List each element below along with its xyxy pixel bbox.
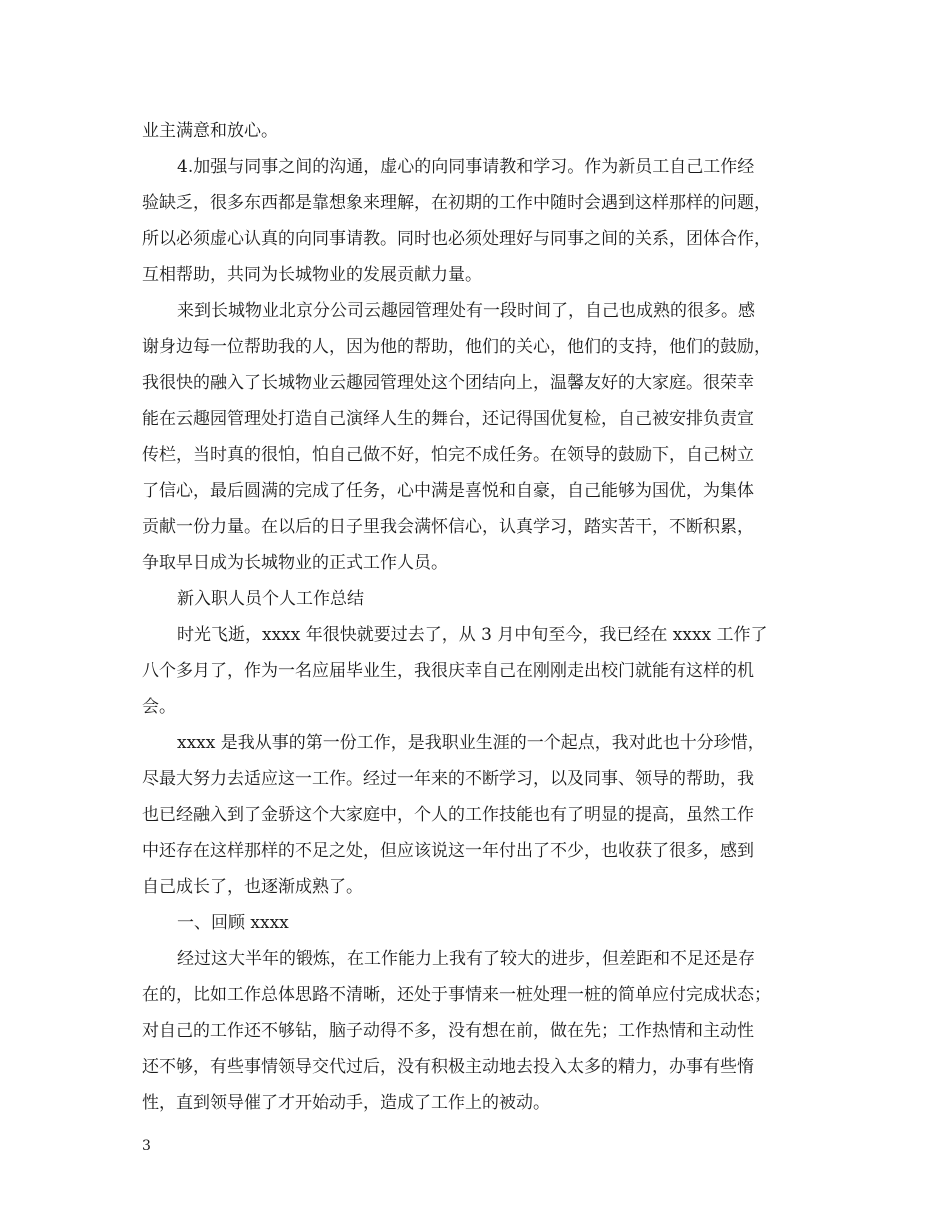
text-line: 也已经融入到了金骄这个大家庭中，个人的工作技能也有了明显的提高，虽然工作	[142, 805, 754, 825]
text-line: 互相帮助，共同为长城物业的发展贡献力量。	[142, 265, 482, 285]
text-line: 业主满意和放心。	[142, 121, 278, 141]
text-line: 中还存在这样那样的不足之处，但应该说这一年付出了不少，也收获了很多，感到	[142, 841, 754, 861]
text-line: 能在云趣园管理处打造自己演绎人生的舞台，还记得国优复检，自己被安排负责宣	[142, 409, 754, 429]
text-line: 了信心，最后圆满的完成了任务，心中满是喜悦和自豪，自己能够为国优，为集体	[142, 481, 754, 501]
text-line: 对自己的工作还不够钻，脑子动得不多，没有想在前，做在先；工作热情和主动性	[142, 1021, 754, 1041]
text-line: 尽最大努力去适应这一工作。经过一年来的不断学习，以及同事、领导的帮助，我	[142, 769, 754, 789]
text-line: 经过这大半年的锻炼，在工作能力上我有了较大的进步，但差距和不足还是存	[177, 949, 755, 969]
text-line: 会。	[142, 697, 176, 717]
text-line: 验缺乏，很多东西都是靠想象来理解，在初期的工作中随时会遇到这样那样的问题，	[142, 193, 771, 213]
section-heading: 一、回顾 xxxx	[177, 913, 289, 933]
text-line: 4.加强与同事之间的沟通，虚心的向同事请教和学习。作为新员工自己工作经	[177, 157, 755, 177]
text-line: 来到长城物业北京分公司云趣园管理处有一段时间了，自己也成熟的很多。感	[177, 301, 755, 321]
page-number: 3	[142, 1138, 151, 1154]
text-line: 八个多月了，作为一名应届毕业生，我很庆幸自己在刚刚走出校门就能有这样的机	[142, 661, 754, 681]
text-line: 自己成长了，也逐渐成熟了。	[142, 877, 363, 897]
text-line: 谢身边每一位帮助我的人，因为他的帮助，他们的关心，他们的支持，他们的鼓励，	[142, 337, 771, 357]
section-heading: 新入职人员个人工作总结	[177, 589, 364, 609]
text-line: 传栏，当时真的很怕，怕自己做不好，怕完不成任务。在领导的鼓励下，自己树立	[142, 445, 754, 465]
text-line: 还不够，有些事情领导交代过后，没有积极主动地去投入太多的精力，办事有些惰	[142, 1057, 754, 1077]
text-line: 我很快的融入了长城物业云趣园管理处这个团结向上，温馨友好的大家庭。很荣幸	[142, 373, 754, 393]
text-line: 性，直到领导催了才开始动手，造成了工作上的被动。	[142, 1093, 550, 1113]
text-line: 在的，比如工作总体思路不清晰，还处于事情来一桩处理一桩的简单应付完成状态；	[142, 985, 771, 1005]
text-line: 争取早日成为长城物业的正式工作人员。	[142, 553, 448, 573]
text-line: 贡献一份力量。在以后的日子里我会满怀信心，认真学习，踏实苦干，不断积累，	[142, 517, 754, 537]
text-line: xxxx 是我从事的第一份工作，是我职业生涯的一个起点，我对此也十分珍惜，	[177, 733, 765, 753]
text-line: 所以必须虚心认真的向同事请教。同时也必须处理好与同事之间的关系，团体合作，	[142, 229, 771, 249]
text-line: 时光飞逝，xxxx 年很快就要过去了，从 3 月中旬至今，我已经在 xxxx 工作了	[177, 625, 768, 645]
document-body	[142, 113, 830, 1121]
